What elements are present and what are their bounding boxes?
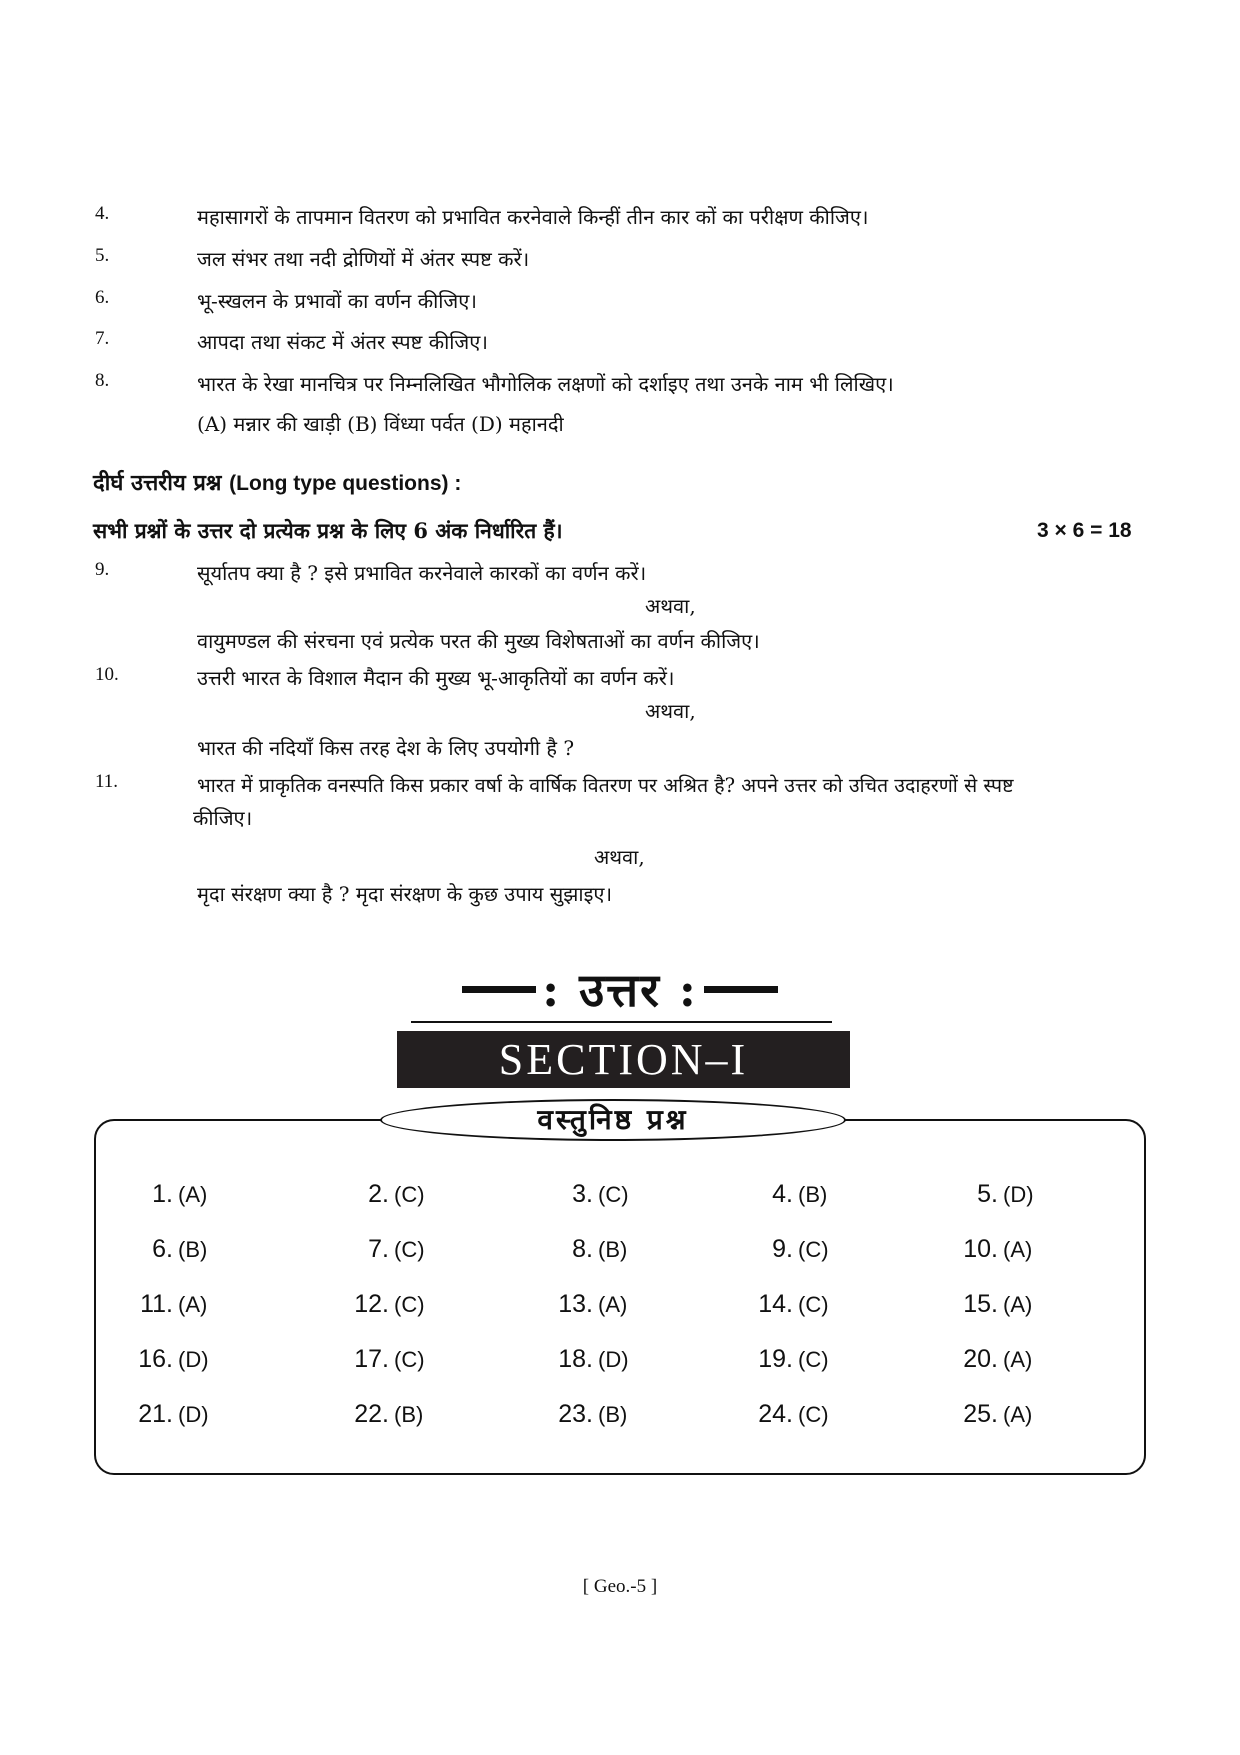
answer-value: (A) — [1003, 1347, 1033, 1372]
answer-item — [733, 1180, 827, 1209]
answer-item — [733, 1345, 829, 1374]
answer-value: (C) — [798, 1347, 829, 1372]
question-text: आपदा तथा संकट में अंतर स्पष्ट कीजिए। — [197, 330, 488, 354]
or-label: अथवा, — [645, 594, 696, 618]
long-heading-hindi: दीर्घ उत्तरीय प्रश्न — [93, 470, 222, 496]
heading-dash-left — [462, 986, 536, 993]
answer-value: (D) — [178, 1402, 209, 1427]
answer-value: (A) — [178, 1292, 208, 1317]
answer-number: 6. — [152, 1235, 173, 1263]
answer-item — [329, 1400, 423, 1429]
long-marks: 3 × 6 = 18 — [1037, 519, 1132, 542]
answer-number: 24. — [758, 1400, 793, 1428]
answer-number: 25. — [963, 1400, 998, 1428]
answer-value: (A) — [178, 1182, 208, 1207]
answer-item — [733, 1400, 829, 1429]
question-number: 5. — [95, 245, 110, 266]
answer-value: (B) — [394, 1402, 424, 1427]
answer-item — [938, 1290, 1032, 1319]
answer-item — [329, 1235, 425, 1264]
answers-heading-text: : उत्तर : — [542, 963, 698, 1017]
question-number: 9. — [95, 559, 110, 580]
answer-value: (C) — [394, 1237, 425, 1262]
answer-number: 3. — [572, 1180, 593, 1208]
heading-underline — [411, 1021, 832, 1023]
answer-item — [329, 1290, 425, 1319]
answer-item — [533, 1290, 627, 1319]
answer-value: (C) — [798, 1237, 829, 1262]
answer-value: (B) — [178, 1237, 208, 1262]
answer-item — [329, 1345, 425, 1374]
answer-item — [113, 1235, 207, 1264]
answer-item — [938, 1400, 1032, 1429]
answer-value: (C) — [798, 1402, 829, 1427]
question-text: उत्तरी भारत के विशाल मैदान की मुख्य भू-आकृतियों का वर्णन करें। — [197, 666, 675, 690]
question-number: 7. — [95, 328, 110, 349]
answer-item — [113, 1180, 207, 1209]
question-number: 11. — [95, 771, 119, 792]
objective-questions-label: वस्तुनिष्ठ प्रश्न — [380, 1099, 846, 1141]
question-number: 8. — [95, 370, 110, 391]
long-questions-heading — [93, 467, 461, 497]
answer-value: (B) — [598, 1402, 628, 1427]
question-10-alternative: भारत की नदियाँ किस तरह देश के लिए उपयोगी है ? — [197, 736, 575, 760]
answer-number: 9. — [772, 1235, 793, 1263]
answer-number: 16. — [138, 1345, 173, 1373]
or-label: अथवा, — [645, 699, 696, 723]
answer-number: 14. — [758, 1290, 793, 1318]
answer-item — [733, 1235, 829, 1264]
answer-number: 21. — [138, 1400, 173, 1428]
answer-number: 2. — [368, 1180, 389, 1208]
question-8-options: (A) मन्नार की खाड़ी (B) विंध्या पर्वत (D) महानदी — [197, 412, 564, 436]
question-text: महासागरों के तापमान वितरण को प्रभावित करनेवाले किन्हीं तीन कार कों का परीक्षण कीजिए। — [197, 205, 869, 229]
answer-value: (C) — [598, 1182, 629, 1207]
long-heading-english: (Long type questions) : — [229, 472, 462, 495]
question-11-alternative: मृदा संरक्षण क्या है ? मृदा संरक्षण के कुछ उपाय सुझाइए। — [197, 882, 613, 906]
question-text: भारत के रेखा मानचित्र पर निम्नलिखित भौगोलिक लक्षणों को दर्शाइए तथा उनके नाम भी लिखिए। — [197, 372, 894, 396]
answer-number: 4. — [772, 1180, 793, 1208]
answer-item — [533, 1180, 629, 1209]
answer-number: 8. — [572, 1235, 593, 1263]
section-banner: SECTION–I — [397, 1031, 850, 1088]
answer-number: 12. — [354, 1290, 389, 1318]
answer-number: 22. — [354, 1400, 389, 1428]
answer-number: 1. — [152, 1180, 173, 1208]
answer-value: (C) — [798, 1292, 829, 1317]
or-label: अथवा, — [594, 845, 645, 869]
answer-item — [533, 1235, 627, 1264]
answer-item — [533, 1345, 629, 1374]
answers-heading — [0, 958, 1240, 1020]
answer-item — [533, 1400, 627, 1429]
answer-number: 10. — [963, 1235, 998, 1263]
answer-number: 7. — [368, 1235, 389, 1263]
answer-item — [938, 1235, 1032, 1264]
answer-value: (D) — [1003, 1182, 1034, 1207]
answer-number: 13. — [558, 1290, 593, 1318]
answer-item — [938, 1180, 1034, 1209]
question-text: भू-स्खलन के प्रभावों का वर्णन कीजिए। — [197, 289, 477, 313]
answer-value: (A) — [598, 1292, 628, 1317]
question-number: 6. — [95, 287, 110, 308]
question-9-alternative: वायुमण्डल की संरचना एवं प्रत्येक परत की मुख्य विशेषताओं का वर्णन कीजिए। — [197, 629, 760, 653]
answer-number: 17. — [354, 1345, 389, 1373]
answer-value: (C) — [394, 1182, 425, 1207]
answer-value: (A) — [1003, 1237, 1033, 1262]
answer-item — [733, 1290, 829, 1319]
answer-number: 11. — [140, 1290, 173, 1318]
answer-value: (A) — [1003, 1292, 1033, 1317]
answer-number: 23. — [558, 1400, 593, 1428]
answer-number: 5. — [977, 1180, 998, 1208]
answer-item — [113, 1345, 209, 1374]
question-11-continued: कीजिए। — [193, 806, 253, 830]
question-number: 4. — [95, 203, 110, 224]
answer-value: (C) — [394, 1347, 425, 1372]
answer-number: 15. — [963, 1290, 998, 1318]
answer-item — [113, 1400, 209, 1429]
answer-item — [113, 1290, 207, 1319]
answer-value: (D) — [598, 1347, 629, 1372]
answer-value: (D) — [178, 1347, 209, 1372]
answer-number: 18. — [558, 1345, 593, 1373]
question-text: जल संभर तथा नदी द्रोणियों में अंतर स्पष्ट करें। — [197, 247, 530, 271]
question-text: सूर्यातप क्या है ? इसे प्रभावित करनेवाले कारकों का वर्णन करें। — [197, 561, 647, 585]
answer-value: (B) — [798, 1182, 828, 1207]
question-number: 10. — [95, 664, 119, 685]
answer-value: (A) — [1003, 1402, 1033, 1427]
answer-item — [938, 1345, 1032, 1374]
answer-number: 20. — [963, 1345, 998, 1373]
heading-dash-right — [704, 986, 778, 993]
answer-item — [329, 1180, 425, 1209]
answer-value: (B) — [598, 1237, 628, 1262]
answer-number: 19. — [758, 1345, 793, 1373]
page-footer: [ Geo.-5 ] — [582, 1576, 658, 1597]
question-text: भारत में प्राकृतिक वनस्पति किस प्रकार वर्षा के वार्षिक वितरण पर अश्रित है? अपने उत्तर को उचित उदाहरणों से स्पष्ट — [197, 774, 1014, 797]
long-instruction: सभी प्रश्नों के उत्तर दो प्रत्येक प्रश्न के लिए 6 अंक निर्धारित हैं। — [93, 518, 563, 543]
answer-value: (C) — [394, 1292, 425, 1317]
